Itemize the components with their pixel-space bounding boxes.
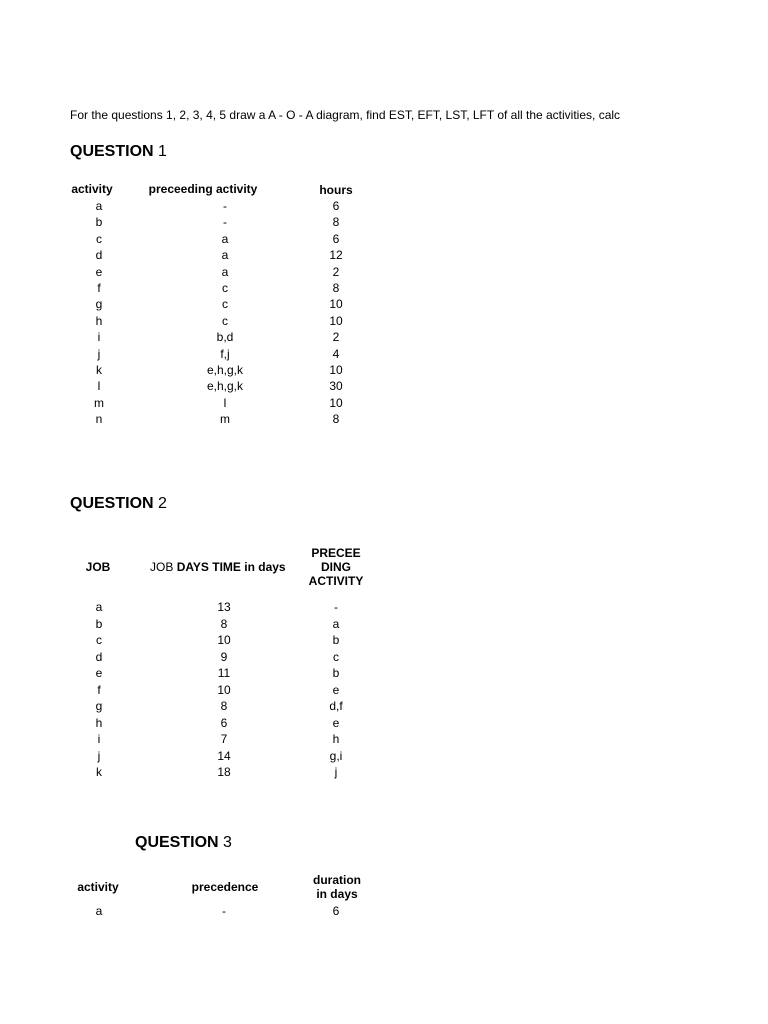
q2-table-cell: c bbox=[333, 649, 339, 664]
q2-table-cell: 14 bbox=[217, 748, 231, 763]
q1-table-cell: f bbox=[97, 281, 101, 295]
question-1-number: 1 bbox=[158, 143, 167, 160]
q1-table-cell: h bbox=[95, 313, 103, 328]
q1-table-cell: c bbox=[222, 297, 228, 312]
q1-table-cell: c bbox=[222, 281, 228, 295]
q1-table-cell: 10 bbox=[329, 297, 343, 312]
q2-table-cell: a bbox=[95, 600, 103, 614]
q2-table-cell: - bbox=[334, 600, 338, 614]
q2-table-cell: g bbox=[95, 699, 103, 713]
q2-table-cell: d,f bbox=[329, 699, 343, 713]
q1-table-cell: b bbox=[95, 215, 103, 230]
q1-table-cell: c bbox=[222, 313, 228, 328]
q2-table-cell: b bbox=[332, 633, 340, 647]
q2-table-cell: f bbox=[97, 682, 101, 697]
q2-table-cell: j bbox=[97, 748, 101, 763]
q2-header-preceding-line1: PRECEE bbox=[311, 546, 361, 560]
q2-table-cell: g,i bbox=[329, 748, 343, 763]
q1-table-cell: c bbox=[96, 231, 102, 246]
q2-table-cell: i bbox=[97, 732, 101, 746]
question-1-label: QUESTION bbox=[70, 143, 154, 160]
q1-table-cell: a bbox=[221, 264, 229, 279]
q2-table-cell: 10 bbox=[217, 682, 231, 697]
q2-table-cell: c bbox=[96, 633, 102, 647]
q2-table-cell: 6 bbox=[220, 715, 228, 730]
q3-header-duration bbox=[302, 873, 372, 901]
q1-table-cell: 4 bbox=[332, 346, 340, 361]
q1-table-cell: 10 bbox=[329, 363, 343, 377]
q1-table-cell: d bbox=[95, 248, 103, 263]
q2-table-cell: d bbox=[95, 649, 103, 664]
q2-table-cell: b bbox=[332, 666, 340, 680]
q2-table-cell: e bbox=[332, 715, 340, 730]
q1-header-hours: hours bbox=[319, 183, 353, 197]
q2-table-cell: j bbox=[334, 765, 338, 779]
q2-table-cell: k bbox=[96, 765, 102, 779]
q1-table-cell: e,h,g,k bbox=[206, 379, 244, 394]
q2-header-preceding-line2: DING bbox=[321, 560, 351, 574]
q1-table-cell: n bbox=[95, 412, 103, 427]
q2-header-preceding bbox=[306, 546, 366, 588]
q1-table-cell: a bbox=[221, 231, 229, 246]
q3-table-cell: a bbox=[95, 904, 103, 918]
q2-table-cell: b bbox=[95, 616, 103, 631]
q1-table-cell: 6 bbox=[332, 199, 340, 213]
question-2-title bbox=[70, 495, 167, 513]
q2-header-job: JOB bbox=[85, 560, 111, 574]
q2-table-cell: 9 bbox=[220, 649, 228, 664]
q1-header-activity: activity bbox=[71, 182, 113, 196]
q1-table-cell: m bbox=[94, 395, 104, 410]
q1-table-cell: 10 bbox=[329, 395, 343, 410]
instructions-text: For the questions 1, 2, 3, 4, 5 draw a A - O - A diagram, find EST, EFT, LST, LFT of all the activities, calc bbox=[70, 108, 621, 122]
q3-header-duration-line1: duration bbox=[313, 873, 361, 887]
q3-table-cell: - bbox=[222, 904, 226, 918]
q2-table-cell: 8 bbox=[220, 616, 228, 631]
q1-table-cell: e bbox=[95, 264, 103, 279]
q1-table-cell: a bbox=[95, 199, 103, 213]
q2-header-days-time: DAYS TIME in days bbox=[176, 560, 286, 574]
q1-table-cell: k bbox=[96, 363, 102, 377]
q1-header-preceeding: preceeding activity bbox=[148, 182, 258, 196]
q1-table-cell: 12 bbox=[329, 248, 343, 263]
q2-table-cell: 8 bbox=[220, 699, 228, 713]
q1-table-cell: f,j bbox=[220, 346, 230, 361]
q1-table-cell: b,d bbox=[216, 330, 234, 345]
q1-table-cell: 10 bbox=[329, 313, 343, 328]
q1-table-cell: 6 bbox=[332, 231, 340, 246]
q2-table-cell: h bbox=[95, 715, 103, 730]
q1-table-cell: 2 bbox=[332, 264, 340, 279]
q1-table-cell: i bbox=[97, 330, 101, 345]
q2-table-cell: 10 bbox=[217, 633, 231, 647]
q1-table-cell: g bbox=[95, 297, 103, 312]
q1-table-cell: 8 bbox=[332, 215, 340, 230]
q1-table-cell: 8 bbox=[332, 281, 340, 295]
q2-table-cell: 13 bbox=[217, 600, 231, 614]
q3-table-cell: 6 bbox=[332, 904, 340, 918]
q1-table-cell: l bbox=[223, 395, 227, 410]
q2-table-cell: 7 bbox=[220, 732, 228, 746]
question-3-label: QUESTION bbox=[135, 834, 219, 851]
q1-table-cell: - bbox=[223, 199, 227, 213]
q2-table-cell: h bbox=[332, 732, 340, 746]
q2-table-cell: e bbox=[332, 682, 340, 697]
question-2-label: QUESTION bbox=[70, 495, 154, 512]
question-3-title bbox=[135, 834, 232, 852]
question-1-title bbox=[70, 143, 167, 161]
question-2-number: 2 bbox=[158, 495, 167, 512]
q2-header-time bbox=[150, 560, 300, 574]
q1-table-cell: a bbox=[221, 248, 229, 263]
q3-header-duration-line2: in days bbox=[316, 887, 358, 901]
q1-table-cell: - bbox=[223, 215, 227, 230]
q1-table-cell: e,h,g,k bbox=[206, 363, 244, 377]
q1-table-cell: 8 bbox=[332, 412, 340, 427]
q1-table-cell: j bbox=[97, 346, 101, 361]
q3-header-precedence: precedence bbox=[191, 880, 259, 894]
question-3-number: 3 bbox=[223, 834, 232, 851]
q1-table-cell: m bbox=[220, 412, 230, 427]
q3-header-activity: activity bbox=[77, 880, 119, 894]
q2-table-cell: a bbox=[332, 616, 340, 631]
q1-table-cell: 30 bbox=[329, 379, 343, 394]
q2-header-job-prefix: JOB bbox=[150, 560, 174, 574]
q2-header-preceding-line3: ACTIVITY bbox=[308, 574, 364, 588]
q2-table-cell: 18 bbox=[217, 765, 231, 779]
q1-table-cell: l bbox=[97, 379, 101, 394]
q2-table-cell: e bbox=[95, 666, 103, 680]
q2-table-cell: 11 bbox=[217, 666, 231, 680]
q1-table-cell: 2 bbox=[332, 330, 340, 345]
